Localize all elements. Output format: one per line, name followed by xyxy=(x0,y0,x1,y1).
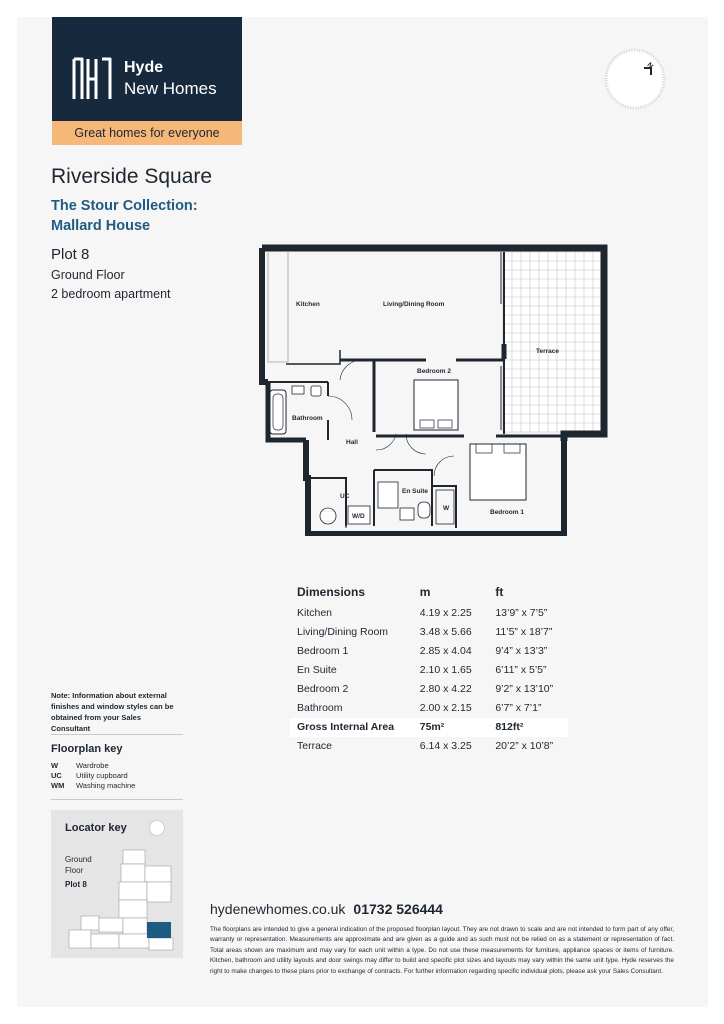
collection-line1: The Stour Collection: xyxy=(51,198,198,214)
divider xyxy=(51,734,183,735)
logo-tagline: Great homes for everyone xyxy=(52,121,242,145)
dimensions-header-name: Dimensions xyxy=(297,585,366,599)
key-item-utility xyxy=(51,771,128,780)
key-desc: Utility cupboard xyxy=(76,771,128,780)
room-name: Bathroom xyxy=(297,702,343,714)
dimensions-table xyxy=(290,580,568,756)
room-label-terrace: Terrace xyxy=(536,348,560,355)
room-label-uc: UC xyxy=(340,493,350,500)
compass-north-icon xyxy=(604,48,666,110)
compass-letter: N xyxy=(645,61,654,71)
room-metric: 3.48 x 5.66 xyxy=(419,626,472,638)
table-row xyxy=(290,604,568,623)
logo-name-line2: New Homes xyxy=(124,79,217,98)
room-imperial: 20’2” x 10’8” xyxy=(495,740,554,752)
table-row xyxy=(290,699,568,718)
room-label-bedroom1: Bedroom 1 xyxy=(490,509,524,516)
table-row xyxy=(290,661,568,680)
locator-floor-line1: Ground xyxy=(65,855,92,864)
table-row xyxy=(290,623,568,642)
logo-name-line1: Hyde xyxy=(124,59,164,76)
terrace-paving xyxy=(503,252,601,432)
hyde-logo-icon xyxy=(70,53,114,105)
disclaimer-text: The floorplans are intended to give a general indication of the proposed floorplan layout. They are not drawn to scale and are not intended to form part of any offer, warranty or representation. Measurements are approximate and are given as a guide and as such must not be relied on as a statement or representation of fact. Total areas shown are maximum and may vary for each unit within a type. Do not use these measurements for furniture, appliance spaces or items of furniture. Kitchen, bathroom and utility layouts and door swings may differ to build and specific plot sizes and layouts may vary within the same unit type. Hyde reserves the right to make changes to these plans prior to exchange of contracts. For further information regarding specific individual plots, please ask your Sales Consultant. xyxy=(210,926,674,975)
room-label-hall: Hall xyxy=(346,439,358,446)
collection-name xyxy=(51,196,251,236)
room-label-bedroom2: Bedroom 2 xyxy=(417,368,451,375)
key-abbr: WM xyxy=(51,781,65,790)
key-desc: Washing machine xyxy=(76,781,136,790)
room-imperial: 6’7” x 7’1” xyxy=(495,702,542,714)
room-metric: 2.10 x 1.65 xyxy=(419,664,472,676)
room-metric: 2.85 x 4.04 xyxy=(419,645,472,657)
phone-number[interactable]: 01732 526444 xyxy=(353,901,443,917)
dimensions-header-m: m xyxy=(419,585,431,599)
locator-plot: Plot 8 xyxy=(65,880,87,889)
room-imperial: 9’4” x 13’3” xyxy=(495,645,548,657)
compass-small-icon xyxy=(149,820,165,836)
room-metric: 2.80 x 4.22 xyxy=(419,683,472,695)
key-abbr: UC xyxy=(51,771,62,780)
dimensions-header-ft: ft xyxy=(495,585,504,599)
room-imperial: 11’5” x 18’7” xyxy=(495,626,553,638)
collection-line2: Mallard House xyxy=(51,218,151,234)
apartment-type: 2 bedroom apartment xyxy=(51,287,171,301)
website-link[interactable]: hydenewhomes.co.uk xyxy=(210,901,346,917)
room-imperial: 13’9” x 7’5” xyxy=(495,607,548,619)
table-row xyxy=(290,680,568,699)
external-finishes-note: Note: Information about external finishes and window styles can be obtained from your Sales Consultant xyxy=(51,691,174,733)
room-label-bathroom: Bathroom xyxy=(292,415,323,422)
room-imperial: 9’2” x 13’10” xyxy=(495,683,554,695)
room-metric: 2.00 x 2.15 xyxy=(419,702,472,714)
room-label-wm: W/D xyxy=(352,513,365,520)
gross-area-row xyxy=(290,718,568,737)
development-title: Riverside Square xyxy=(51,165,213,188)
room-metric: 4.19 x 2.25 xyxy=(419,607,472,619)
room-imperial: 6’11” x 5’5” xyxy=(495,664,547,676)
divider xyxy=(51,799,183,800)
locator-title: Locator key xyxy=(65,822,127,834)
dimensions-header-row xyxy=(290,580,568,604)
hyde-logo xyxy=(52,17,242,145)
room-name: Gross Internal Area xyxy=(297,721,395,733)
room-name: Terrace xyxy=(297,740,333,752)
floor-level: Ground Floor xyxy=(51,268,125,282)
plot-number: Plot 8 xyxy=(51,246,90,263)
room-name: Living/Dining Room xyxy=(297,626,389,638)
table-row xyxy=(290,642,568,661)
room-name: En Suite xyxy=(297,664,337,676)
room-imperial: 812ft² xyxy=(495,721,524,733)
locator-key xyxy=(51,810,183,958)
room-name: Bedroom 1 xyxy=(297,645,349,657)
room-label-en-suite: En Suite xyxy=(402,488,429,495)
room-label-wardrobe: W xyxy=(443,505,450,512)
locator-floor-line2: Floor xyxy=(65,866,84,875)
key-desc: Wardrobe xyxy=(76,761,109,770)
room-label-living: Living/Dining Room xyxy=(383,301,445,308)
key-item-washing xyxy=(51,781,135,790)
room-metric: 6.14 x 3.25 xyxy=(419,740,472,752)
room-name: Kitchen xyxy=(297,607,333,619)
key-abbr: W xyxy=(51,761,59,770)
room-label-kitchen: Kitchen xyxy=(296,301,320,308)
floorplan-drawing xyxy=(256,244,608,536)
plot-highlight xyxy=(147,922,171,938)
room-metric: 75m² xyxy=(419,721,445,733)
contact-line xyxy=(210,901,443,917)
table-row xyxy=(290,737,568,756)
key-item-wardrobe xyxy=(51,761,109,770)
floorplan-key-title: Floorplan key xyxy=(51,743,123,755)
room-name: Bedroom 2 xyxy=(297,683,349,695)
